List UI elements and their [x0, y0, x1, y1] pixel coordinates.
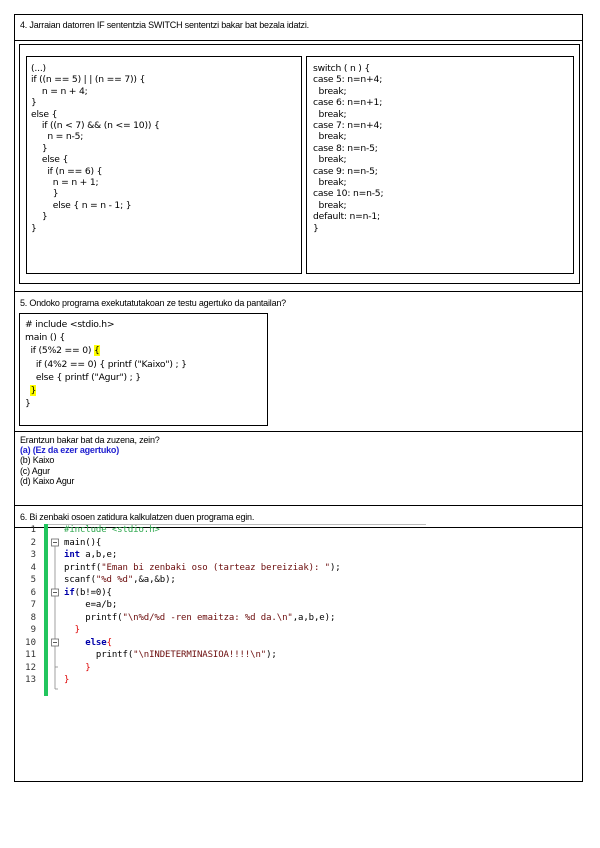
line-number: 2: [30, 537, 36, 548]
line-number: 13: [25, 675, 36, 685]
line-number: 8: [30, 612, 36, 623]
line-number: 5: [30, 575, 36, 585]
line-number: 4: [30, 562, 36, 573]
highlight-open-brace: {: [93, 345, 100, 357]
question-4-frame: [19, 44, 580, 284]
question-4-title: 4. Jarraian datorren IF sententzia SWITCH sententzi bakar bat bezala idatzi.: [20, 20, 309, 30]
divider: [15, 505, 582, 506]
if-code: (...) if ((n == 5) | | (n == 7)) { n = n + 4; } else { if ((n < 7) && (n <= 10)) { n = n-5; } else { if (n == 6) { n = n + 1; } else { n = n - 1; } } }: [31, 63, 160, 234]
answer-question: Erantzun bakar bat da zuzena, zein?: [20, 435, 160, 445]
if-code-box: [26, 56, 302, 274]
line-number-gutter: [16, 524, 42, 702]
switch-code-box: [306, 56, 574, 274]
answer-a: (a) (Ez da ezer agertuko): [20, 445, 120, 456]
line-number: 7: [30, 600, 36, 610]
answer-list: [20, 435, 160, 486]
line-number: 12: [25, 662, 36, 673]
line-number: 6: [30, 587, 36, 598]
answer-b: (b) Kaixo: [20, 455, 55, 466]
question-5-code: # include <stdio.h> main () { if (5%2 == 0) { if (4%2 == 0) { printf ("Kaixo") ; } else { printf ("Agur") ; } } }: [25, 319, 187, 410]
source-code: #include <stdio.h> main(){ int a,b,e; printf("Eman bi zenbaki oso (tarteaz bereiziak): "); scanf("%d %d",&a,&b); if(b!=0){ e=a/b; printf("\n%d/%d -ren emaitza: %d da.\n",a,b,e); } else{ printf("\nINDETERMINASIOA!!!!\n"); } }: [64, 525, 341, 685]
divider: [15, 40, 582, 41]
answer-d: (d) Kaixo Agur: [20, 475, 75, 486]
fold-markers: [51, 524, 59, 696]
change-marker-bar: [44, 524, 48, 696]
line-number: 10: [25, 637, 36, 648]
line-number: 11: [25, 650, 36, 660]
divider: [15, 431, 582, 432]
answer-c: (c) Agur: [20, 465, 50, 476]
question-5-code-box: [19, 313, 268, 426]
question-5-title: 5. Ondoko programa exekutatutakoan ze testu agertuko da pantailan?: [20, 298, 286, 308]
highlight-close-brace: }: [30, 385, 37, 397]
question-5-answers: [15, 435, 582, 515]
switch-code: switch ( n ) { case 5: n=n+4; break; case 6: n=n+1; break; case 7: n=n+4; break; case 8: n=n-5; break; case 9: n=n-5; break; case 10: n=n-5; break; default: n=n-1; }: [313, 63, 384, 234]
code-editor: [16, 524, 426, 702]
line-number: 9: [30, 625, 36, 635]
line-number: 1: [30, 525, 36, 535]
divider: [15, 291, 582, 292]
line-number: 3: [30, 550, 36, 560]
question-6-title: 6. Bi zenbaki osoen zatidura kalkulatzen duen programa egin.: [20, 512, 255, 522]
